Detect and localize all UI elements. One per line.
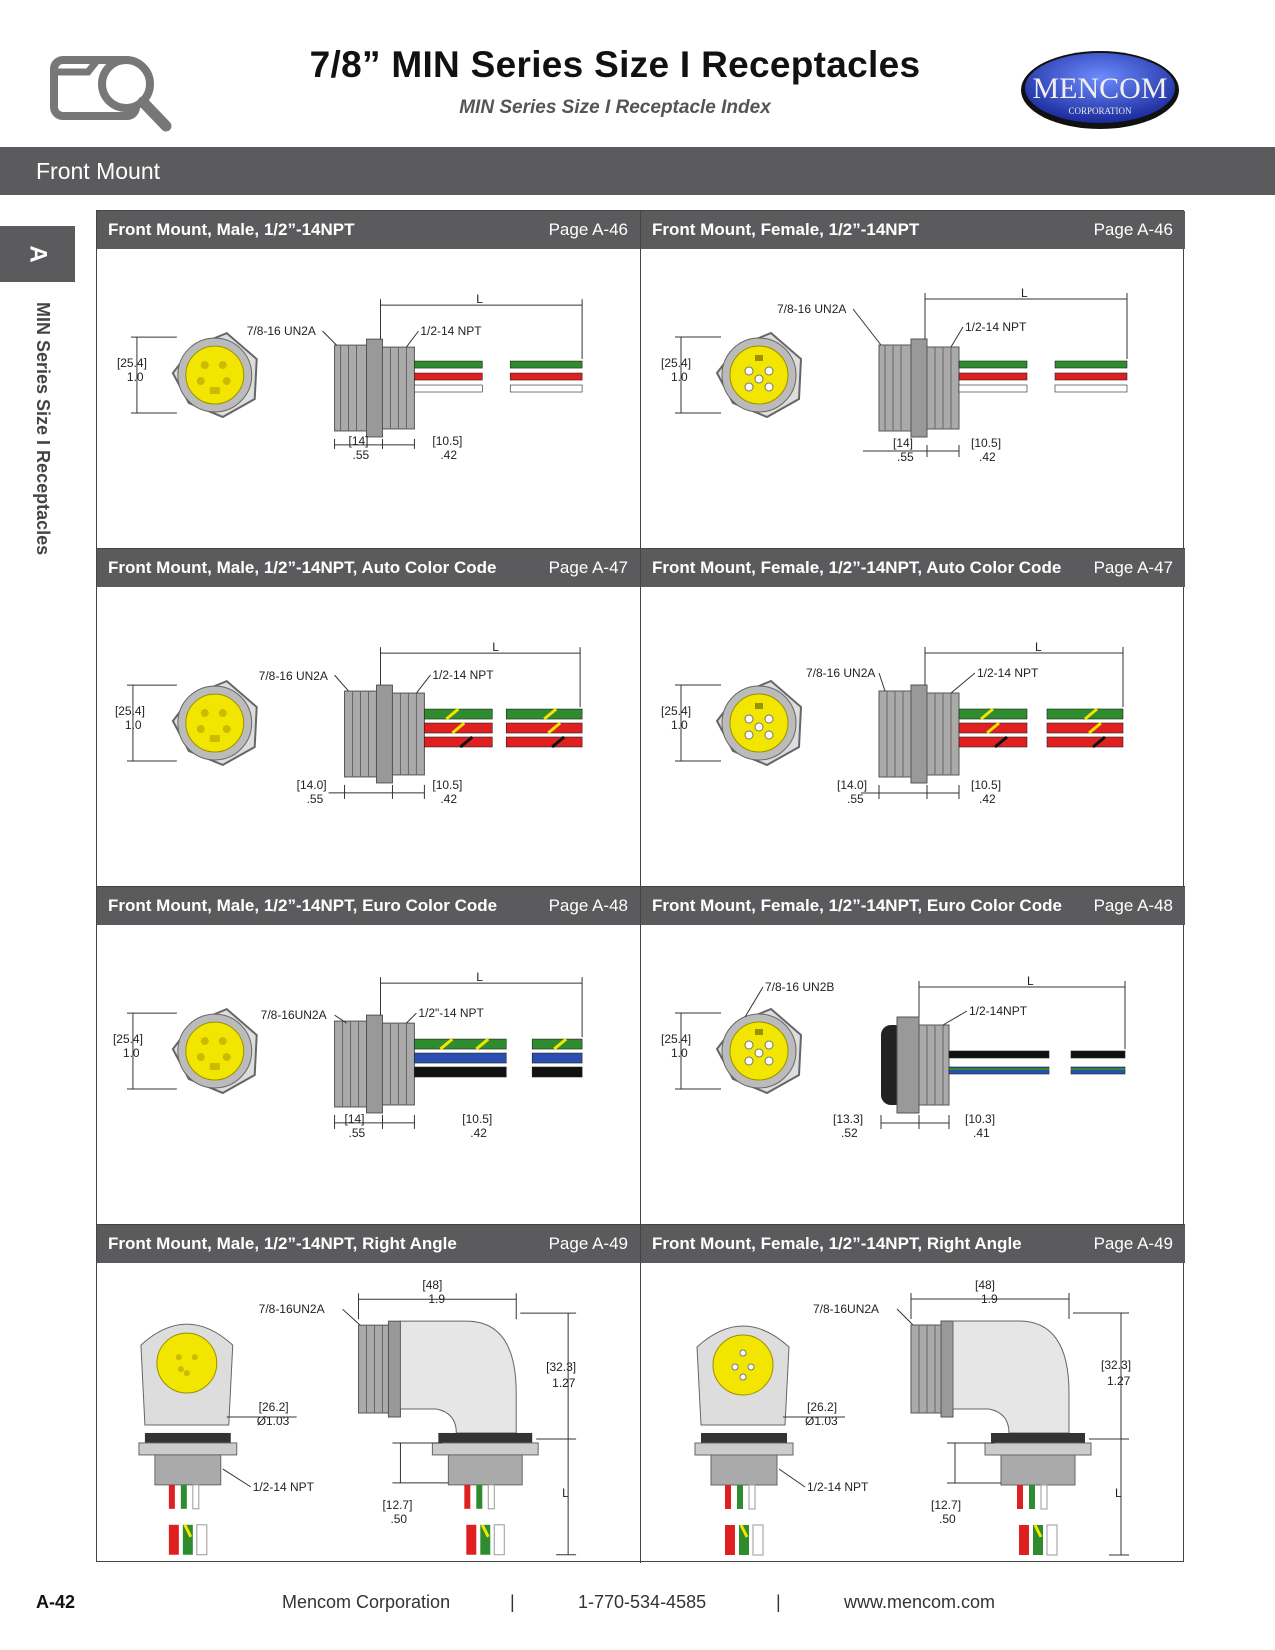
- svg-text:[26.2]: [26.2]: [258, 1400, 289, 1415]
- svg-text:1.0: 1.0: [122, 1046, 140, 1061]
- cell-header: [97, 549, 640, 587]
- svg-text:[14]: [14]: [348, 433, 369, 448]
- svg-text:1.0: 1.0: [671, 370, 688, 384]
- receptacle-drawing: [97, 1263, 640, 1563]
- svg-text:1.0: 1.0: [124, 718, 142, 733]
- svg-text:[10.5]: [10.5]: [971, 778, 1002, 792]
- svg-text:.42: .42: [440, 447, 458, 462]
- cell-page-ref[interactable]: Page A-46: [548, 220, 628, 239]
- receptacle-drawing: [97, 249, 640, 549]
- svg-text:1.27: 1.27: [552, 1376, 576, 1391]
- svg-text:.55: .55: [306, 791, 324, 806]
- receptacle-drawing: [97, 925, 640, 1225]
- svg-text:[10.5]: [10.5]: [432, 777, 463, 792]
- svg-text:.52: .52: [841, 1126, 858, 1140]
- cell-title: Front Mount, Male, 1/2”-14NPT, Right Angle: [108, 1234, 457, 1253]
- receptacle-drawing: [641, 587, 1185, 887]
- section-banner: Front Mount: [0, 147, 1275, 195]
- receptacle-drawing: [97, 587, 640, 887]
- page-number: A-42: [36, 1592, 76, 1612]
- page-title: 7/8” MIN Series Size I Receptacles: [309, 44, 921, 85]
- svg-text:.55: .55: [897, 450, 914, 464]
- cell-page-ref[interactable]: Page A-48: [548, 896, 628, 915]
- svg-text:[25.4]: [25.4]: [661, 1032, 692, 1046]
- cell-title: Front Mount, Female, 1/2”-14NPT, Euro Color Code: [652, 896, 1062, 915]
- svg-text:1.0: 1.0: [126, 370, 144, 385]
- svg-text:1.9: 1.9: [428, 1292, 446, 1307]
- footer-phone[interactable]: 1-770-534-4585: [578, 1592, 707, 1612]
- svg-text:.50: .50: [390, 1511, 408, 1526]
- cell-header: [97, 1225, 640, 1263]
- index-cell-female-right-angle[interactable]: [641, 1225, 1185, 1563]
- svg-text:CORPORATION: CORPORATION: [1068, 106, 1132, 116]
- cell-page-ref[interactable]: Page A-47: [1093, 558, 1173, 577]
- svg-text:[14.0]: [14.0]: [837, 778, 868, 792]
- svg-text:[14]: [14]: [344, 1111, 365, 1126]
- svg-text:1/2-14 NPT: 1/2-14 NPT: [432, 668, 494, 683]
- svg-text:[48]: [48]: [422, 1278, 443, 1293]
- svg-text:L: L: [1035, 640, 1042, 654]
- cell-title: Front Mount, Male, 1/2”-14NPT: [108, 220, 355, 239]
- svg-text:1/2-14 NPT: 1/2-14 NPT: [977, 666, 1039, 680]
- svg-text:[10.5]: [10.5]: [462, 1111, 493, 1126]
- cell-title: Front Mount, Female, 1/2”-14NPT, Auto Color Code: [652, 558, 1062, 577]
- cell-page-ref[interactable]: Page A-49: [1093, 1234, 1173, 1253]
- svg-text:7/8-16 UN2A: 7/8-16 UN2A: [258, 669, 328, 684]
- page-subtitle: MIN Series Size I Receptacle Index: [459, 97, 771, 118]
- svg-text:[14.0]: [14.0]: [296, 777, 327, 792]
- receptacle-index-grid: [96, 210, 1184, 1562]
- footer-company: Mencom Corporation: [282, 1592, 451, 1612]
- receptacle-drawing: [641, 1263, 1185, 1563]
- svg-text:.55: .55: [352, 447, 370, 462]
- svg-text:7/8-16 UN2A: 7/8-16 UN2A: [777, 302, 847, 316]
- svg-text:.42: .42: [470, 1125, 487, 1140]
- mencom-logo: [1018, 48, 1182, 132]
- svg-text:L: L: [1115, 1486, 1122, 1500]
- section-tab[interactable]: [0, 226, 75, 282]
- page-footer: [0, 1592, 1275, 1622]
- cell-page-ref[interactable]: Page A-48: [1093, 896, 1173, 915]
- svg-text:L: L: [1027, 974, 1034, 988]
- svg-text:[25.4]: [25.4]: [661, 704, 692, 718]
- svg-text:1.27: 1.27: [1107, 1374, 1131, 1388]
- svg-text:Ø1.03: Ø1.03: [256, 1413, 290, 1428]
- svg-text:7/8-16 UN2A: 7/8-16 UN2A: [246, 324, 316, 339]
- footer-website-link[interactable]: www.mencom.com: [844, 1592, 996, 1612]
- svg-text:1.0: 1.0: [671, 718, 688, 732]
- svg-text:L: L: [1021, 286, 1028, 300]
- svg-text:7/8-16UN2A: 7/8-16UN2A: [813, 1302, 880, 1316]
- svg-text:[26.2]: [26.2]: [807, 1400, 838, 1414]
- cell-page-ref[interactable]: Page A-46: [1093, 220, 1173, 239]
- svg-text:7/8-16UN2A: 7/8-16UN2A: [260, 1008, 327, 1023]
- cell-header: [641, 211, 1185, 249]
- svg-text:[25.4]: [25.4]: [661, 356, 692, 370]
- cell-title: Front Mount, Male, 1/2”-14NPT, Auto Color Code: [108, 558, 497, 577]
- svg-text:MENCOM: MENCOM: [1032, 72, 1168, 105]
- svg-text:[25.4]: [25.4]: [114, 704, 145, 719]
- svg-text:[13.3]: [13.3]: [833, 1112, 864, 1126]
- index-cell-male-right-angle[interactable]: [97, 1225, 641, 1563]
- svg-text:7/8-16 UN2B: 7/8-16 UN2B: [765, 980, 835, 994]
- svg-text:.42: .42: [979, 792, 996, 806]
- svg-text:1/2-14NPT: 1/2-14NPT: [969, 1004, 1028, 1018]
- svg-text:1/2-14 NPT: 1/2-14 NPT: [965, 320, 1027, 334]
- cell-title: Front Mount, Female, 1/2”-14NPT: [652, 220, 920, 239]
- svg-text:7/8-16 UN2A: 7/8-16 UN2A: [806, 666, 876, 680]
- svg-text:7/8-16UN2A: 7/8-16UN2A: [258, 1302, 325, 1317]
- svg-text:.50: .50: [939, 1512, 956, 1526]
- cell-header: [641, 549, 1185, 587]
- cell-header: [97, 211, 640, 249]
- svg-text:.55: .55: [847, 792, 864, 806]
- index-cell-male-auto[interactable]: [97, 549, 641, 887]
- svg-text:[25.4]: [25.4]: [116, 356, 147, 371]
- cell-header: [641, 887, 1185, 925]
- svg-text:1/2-14 NPT: 1/2-14 NPT: [420, 324, 482, 339]
- svg-text:[25.4]: [25.4]: [112, 1032, 143, 1047]
- svg-text:[48]: [48]: [975, 1278, 996, 1292]
- svg-text:[10.5]: [10.5]: [971, 436, 1002, 450]
- svg-text:[14]: [14]: [893, 436, 914, 450]
- receptacle-drawing: [641, 925, 1185, 1225]
- svg-text:.42: .42: [440, 791, 458, 806]
- svg-text:[32.3]: [32.3]: [546, 1360, 577, 1375]
- index-cell-female-npt[interactable]: [641, 211, 1185, 549]
- cell-page-ref[interactable]: Page A-47: [548, 558, 628, 577]
- svg-text:[12.7]: [12.7]: [931, 1498, 962, 1512]
- cell-page-ref[interactable]: Page A-49: [548, 1234, 628, 1253]
- svg-text:Ø1.03: Ø1.03: [805, 1414, 838, 1428]
- cell-title: Front Mount, Male, 1/2”-14NPT, Euro Color Code: [108, 896, 498, 915]
- cell-header: [97, 887, 640, 925]
- svg-text:L: L: [492, 640, 499, 655]
- svg-text:1.9: 1.9: [981, 1292, 998, 1306]
- footer-separator: |: [776, 1592, 781, 1612]
- svg-text:1.0: 1.0: [671, 1046, 688, 1060]
- svg-text:.41: .41: [973, 1126, 990, 1140]
- receptacle-drawing: [641, 249, 1185, 549]
- svg-text:[12.7]: [12.7]: [382, 1497, 413, 1512]
- svg-text:1/2-14 NPT: 1/2-14 NPT: [807, 1480, 869, 1494]
- svg-text:1/2"-14 NPT: 1/2"-14 NPT: [418, 1006, 484, 1021]
- cell-header: [641, 1225, 1185, 1263]
- svg-text:[10.5]: [10.5]: [432, 433, 463, 448]
- svg-text:[32.3]: [32.3]: [1101, 1358, 1132, 1372]
- svg-text:L: L: [562, 1485, 569, 1500]
- footer-separator: |: [510, 1592, 515, 1612]
- svg-text:1/2-14 NPT: 1/2-14 NPT: [252, 1479, 314, 1494]
- section-tab-letter: A: [24, 245, 52, 263]
- page-header: [0, 0, 1275, 145]
- index-cell-female-euro[interactable]: [641, 887, 1185, 1225]
- svg-text:[10.3]: [10.3]: [965, 1112, 996, 1126]
- svg-text:.42: .42: [979, 450, 996, 464]
- index-cell-female-auto[interactable]: [641, 549, 1185, 887]
- index-cell-male-euro[interactable]: [97, 887, 641, 1225]
- side-section-label: MIN Series Size I Receptacles: [33, 302, 53, 556]
- svg-text:.55: .55: [348, 1125, 366, 1140]
- svg-text:L: L: [476, 292, 483, 307]
- svg-text:L: L: [476, 970, 483, 985]
- index-cell-male-npt[interactable]: [97, 211, 641, 549]
- cell-title: Front Mount, Female, 1/2”-14NPT, Right Angle: [652, 1234, 1022, 1253]
